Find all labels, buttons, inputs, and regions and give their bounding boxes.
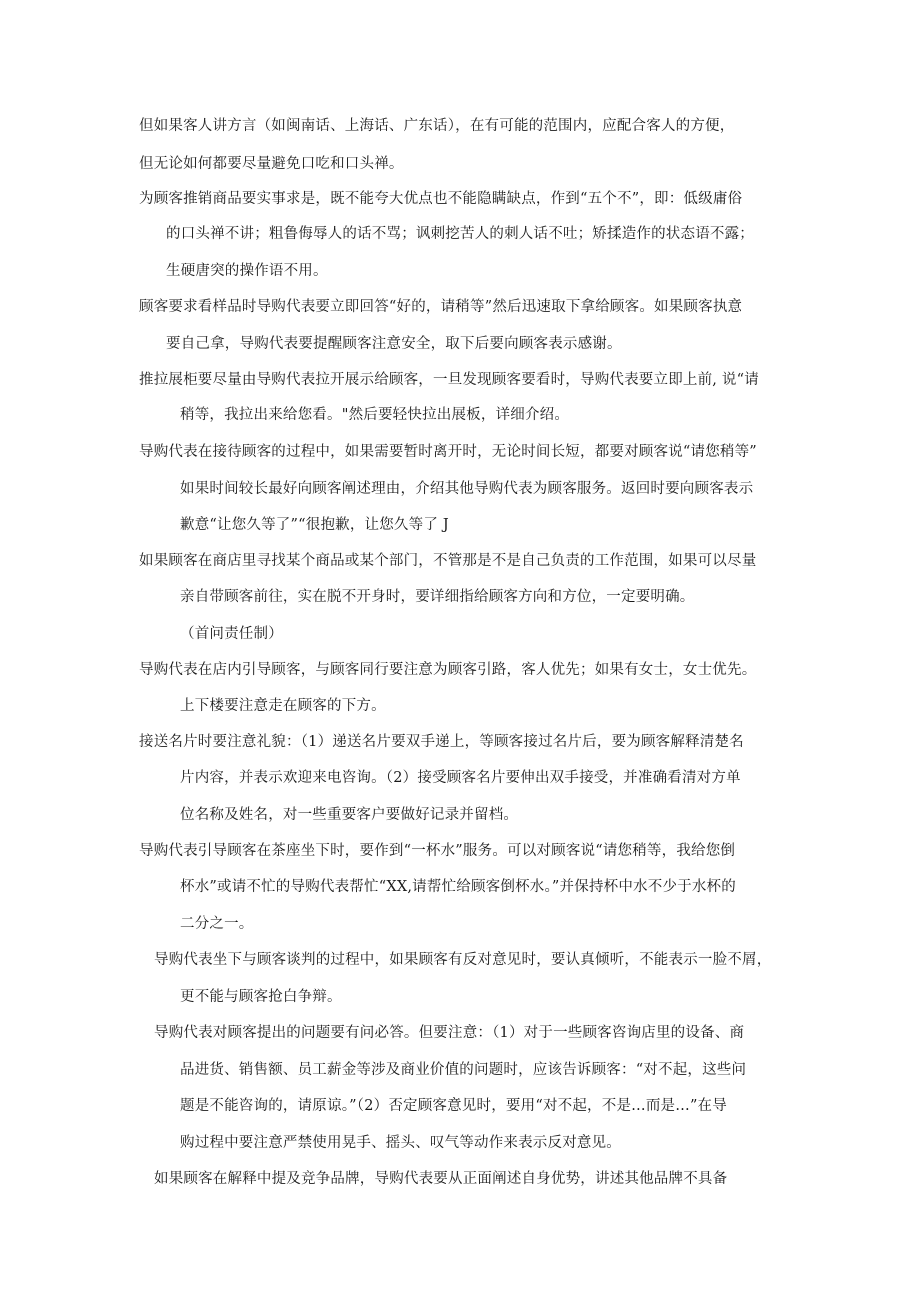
text-line: 导购代表坐下与顾客谈判的过程中，如果顾客有反对意见时，要认真倾听，不能表示一脸不屑，: [154, 952, 772, 968]
text-line: 位名称及姓名，对一些重要客户要做好记录并留档。: [180, 807, 519, 823]
text-line: 要自己拿，导购代表要提醒顾客注意安全，取下后要向顾客表示感谢。: [166, 336, 622, 352]
text-line: 片内容，并表示欢迎来电咨询。（2）接受顾客名片要伸出双手接受，并准确看清对方单: [180, 770, 741, 786]
text-line: 稍等，我拉出来给您看。"然后要轻快拉出展板，详细介绍。: [180, 407, 570, 423]
text-line: 购过程中要注意严禁使用晃手、摇头、叹气等动作来表示反对意见。: [180, 1135, 621, 1151]
text-line: 如果顾客在商店里寻找某个商品或某个部门，不管那是不是自己负责的工作范围，如果可以尽量: [139, 553, 757, 569]
text-line: 生硬唐突的操作语不用。: [166, 263, 328, 279]
text-line: 品进货、销售额、员工薪金等涉及商业价值的问题时，应该告诉顾客：“对不起，这些问: [180, 1062, 747, 1078]
text-line: 如果顾客在解释中提及竞争品牌，导购代表要从正面阐述自身优势，讲述其他品牌不具备: [154, 1171, 728, 1187]
text-line: 的口头禅不讲；粗鲁侮辱人的话不骂；讽刺挖苦人的刺人话不吐；矫揉造作的状态语不露；: [166, 226, 754, 242]
text-line: 但无论如何都要尽量避免口吃和口头禅。: [139, 156, 404, 172]
text-line: 推拉展柜要尽量由导购代表拉开展示给顾客，一旦发现顾客要看时，导购代表要立即上前, 说“请: [139, 372, 759, 388]
text-line: 导购代表在店内引导顾客，与顾客同行要注意为顾客引路，客人优先；如果有女士，女士优先。: [139, 662, 757, 678]
text-line: 导购代表在接待顾客的过程中，如果需要暂时离开时，无论时间长短，都要对顾客说“请您稍等”: [139, 444, 757, 460]
text-line: 更不能与顾客抢白争辩。: [180, 989, 342, 1005]
text-line: 为顾客推销商品要实事求是，既不能夸大优点也不能隐瞒缺点，作到“五个不”，即：低级庸俗: [139, 191, 743, 207]
text-line: 题是不能咨询的，请原谅。”（2）否定顾客意见时，要用“对不起，不是…而是…”在导: [180, 1098, 727, 1114]
text-line: 但如果客人讲方言（如闽南话、上海话、广东话），在有可能的范围内，应配合客人的方便，: [139, 118, 735, 134]
text-line: 接送名片时要注意礼貌：（1）递送名片要双手递上，等顾客接过名片后，要为顾客解释清楚名: [139, 734, 744, 750]
text-line: 导购代表对顾客提出的问题要有问必答。但要注意：（1）对于一些顾客咨询店里的设备、商: [154, 1025, 745, 1041]
text-line: 上下楼要注意走在顾客的下方。: [180, 698, 386, 714]
text-line: 顾客要求看样品时导购代表要立即回答“好的，请稍等”然后迅速取下拿给顾客。如果顾客执意: [139, 299, 743, 315]
text-line: 二分之一。: [180, 916, 254, 932]
text-line: 亲自带顾客前往，实在脱不开身时，要详细指给顾客方向和方位，一定要明确。: [180, 589, 695, 605]
text-line: （首问责任制）: [180, 626, 283, 642]
text-line: 如果时间较长最好向顾客阐述理由，介绍其他导购代表为顾客服务。返回时要向顾客表示: [180, 481, 754, 497]
text-line: 歉意“让您久等了”“很抱歉，让您久等了 J: [180, 517, 449, 533]
text-line: 导购代表引导顾客在茶座坐下时，要作到“一杯水”服务。可以对顾客说“请您稍等，我给您倒: [139, 843, 736, 859]
text-line: 杯水”或请不忙的导购代表帮忙“XX,请帮忙给顾客倒杯水。”并保持杯中水不少于水杯的: [180, 879, 736, 895]
